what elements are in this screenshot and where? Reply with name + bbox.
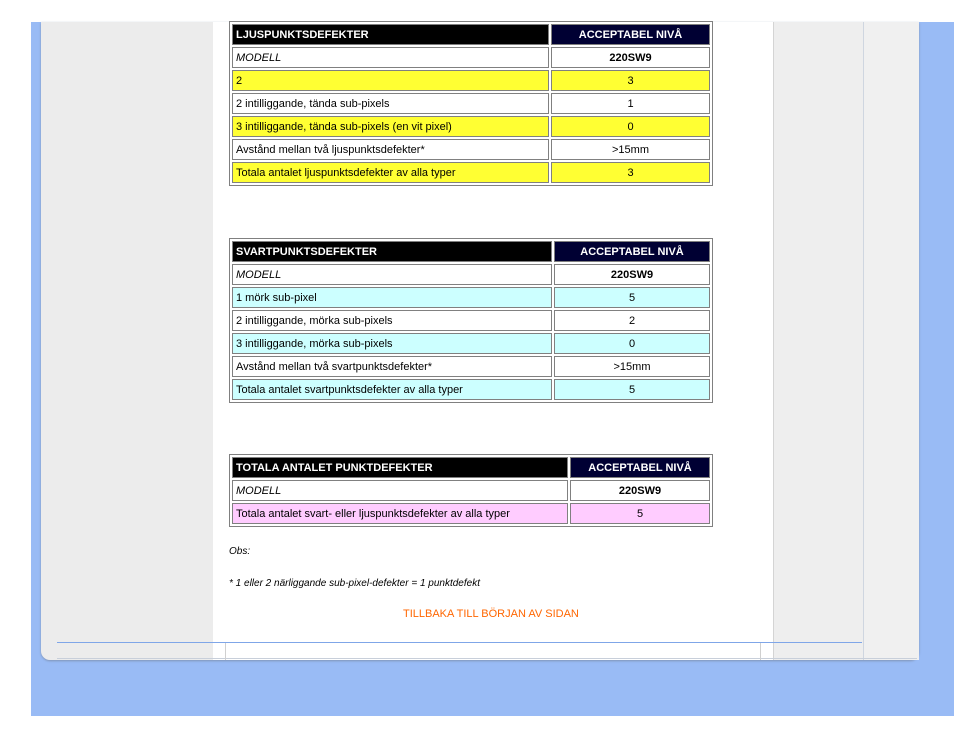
row-value: 5 [554, 379, 710, 400]
row-value: 5 [570, 503, 710, 524]
row-value: 3 [551, 70, 710, 91]
table-header-value: ACCEPTABEL NIVÅ [551, 24, 710, 45]
row-label: 1 mörk sub-pixel [232, 287, 552, 308]
table-header-label: SVARTPUNKTSDEFEKTER [232, 241, 552, 262]
footer-bottom-line [57, 658, 917, 659]
footer-divider [57, 642, 862, 643]
back-to-top-link[interactable]: TILLBAKA TILL BÖRJAN AV SIDAN [403, 608, 579, 620]
obs-note: Obs: [229, 546, 251, 557]
table-header-label: LJUSPUNKTSDEFEKTER [232, 24, 549, 45]
row-value: 1 [551, 93, 710, 114]
row-label: Totala antalet svart- eller ljuspunktsdefekter av alla typer [232, 503, 568, 524]
model-row [232, 47, 710, 68]
row-label: 2 intilliggande, tända sub-pixels [232, 93, 549, 114]
row-value: 2 [554, 310, 710, 331]
model-value: 220SW9 [570, 480, 710, 501]
right-sidebar-column [773, 22, 864, 660]
row-label: Totala antalet svartpunktsdefekter av alla typer [232, 379, 552, 400]
table-row [232, 356, 710, 377]
row-label: 2 intilliggande, mörka sub-pixels [232, 310, 552, 331]
table-header-row [232, 241, 710, 262]
table-row [232, 139, 710, 160]
table-header-value: ACCEPTABEL NIVÅ [570, 457, 710, 478]
row-label: Avstånd mellan två svartpunktsdefekter* [232, 356, 552, 377]
footnote: * 1 eller 2 närliggande sub-pixel-defekter = 1 punktdefekt [229, 578, 480, 589]
row-value: 5 [554, 287, 710, 308]
row-value: >15mm [554, 356, 710, 377]
model-value: 220SW9 [554, 264, 710, 285]
row-label: Totala antalet ljuspunktsdefekter av alla typer [232, 162, 549, 183]
row-label: 2 [232, 70, 549, 91]
right-margin-column [863, 22, 919, 660]
table-row [232, 162, 710, 183]
model-label: MODELL [232, 480, 568, 501]
table-row [232, 93, 710, 114]
table-header-row [232, 457, 710, 478]
table-row [232, 287, 710, 308]
row-label: 3 intilliggande, tända sub-pixels (en vit pixel) [232, 116, 549, 137]
table-header-label: TOTALA ANTALET PUNKTDEFEKTER [232, 457, 568, 478]
row-value: 0 [554, 333, 710, 354]
row-value: 3 [551, 162, 710, 183]
row-value: >15mm [551, 139, 710, 160]
model-row [232, 264, 710, 285]
row-value: 0 [551, 116, 710, 137]
table-header-value: ACCEPTABEL NIVÅ [554, 241, 710, 262]
row-label: 3 intilliggande, mörka sub-pixels [232, 333, 552, 354]
table-row [232, 503, 710, 524]
model-row [232, 480, 710, 501]
model-value: 220SW9 [551, 47, 710, 68]
table-row [232, 116, 710, 137]
table-row [232, 70, 710, 91]
table-row [232, 379, 710, 400]
table-row [232, 310, 710, 331]
footer-right-separator [760, 643, 761, 660]
bright-dot-defects-table [229, 21, 713, 186]
table-row [232, 333, 710, 354]
model-label: MODELL [232, 47, 549, 68]
dark-dot-defects-table [229, 238, 713, 403]
row-label: Avstånd mellan två ljuspunktsdefekter* [232, 139, 549, 160]
total-dot-defects-table [229, 454, 713, 527]
footer-left-separator [225, 643, 226, 660]
model-label: MODELL [232, 264, 552, 285]
table-header-row [232, 24, 710, 45]
